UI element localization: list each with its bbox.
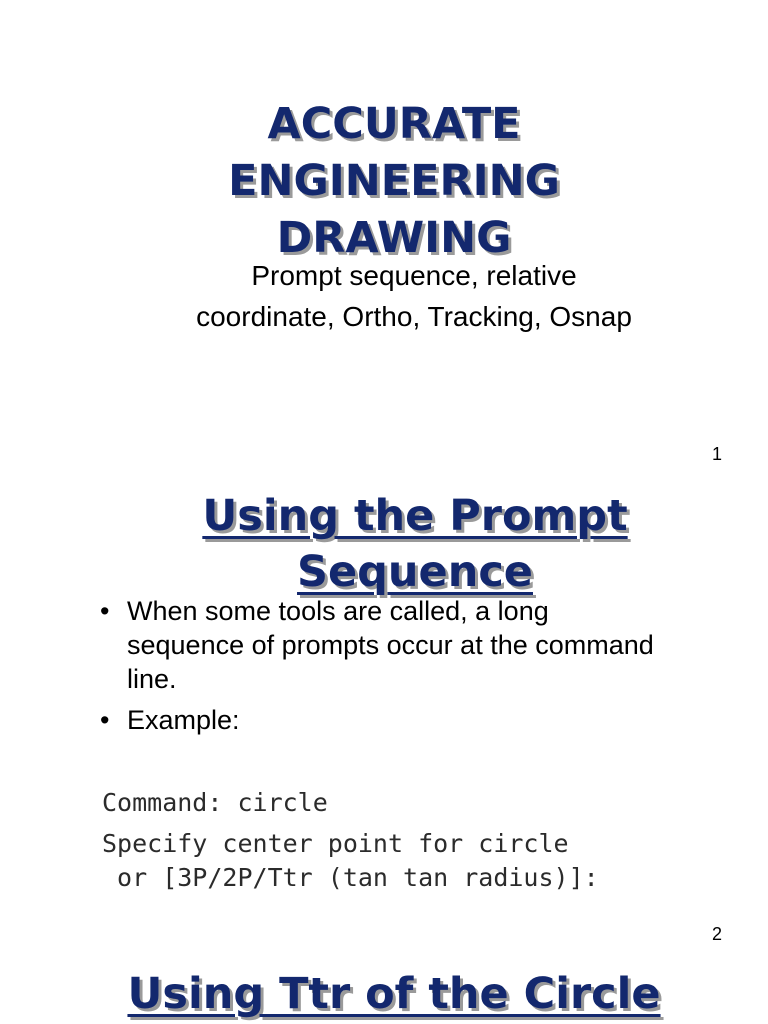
slide1-title-line-3: DRAWING: [276, 213, 512, 263]
code-line-2: Specify center point for circle: [102, 829, 569, 858]
bullet-text: When some tools are called, a long sequence of prompts occur at the command line.: [127, 596, 654, 694]
bullet-dot: •: [100, 596, 110, 626]
bullet-dot: •: [100, 705, 110, 735]
code-line-3: or [3P/2P/Ttr (tan tan radius)]:: [102, 863, 599, 892]
bullet-text: Example:: [127, 705, 240, 735]
page-number-1: 1: [711, 444, 722, 464]
code-line-1: Command: circle: [102, 788, 328, 817]
slide3-title: Using Ttr of the Circle: [127, 969, 661, 1019]
bullet-item: [100, 703, 660, 737]
slide1-title-line-1: ACCURATE: [267, 99, 521, 149]
slide2-title: Using the Prompt Sequence: [202, 491, 628, 597]
slide1-subtitle: Prompt sequence, relative coordinate, Ortho, Tracking, Osnap: [196, 260, 632, 332]
slide2-bullet-list: [100, 594, 660, 744]
slide1-title-line-2: ENGINEERING: [228, 156, 560, 206]
bullet-item: [100, 594, 660, 696]
page-number-2: 2: [711, 924, 722, 944]
slide1-title: [0, 96, 768, 267]
